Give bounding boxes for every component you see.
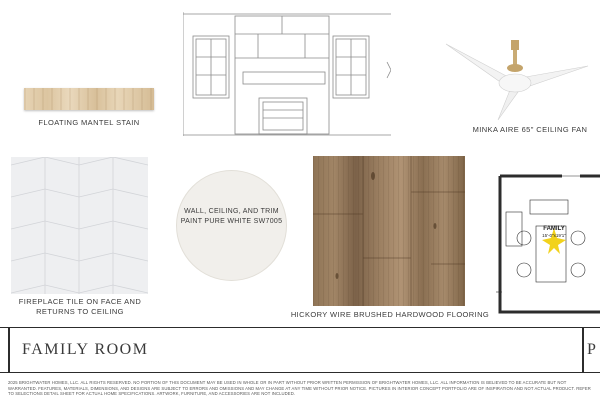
mantel-caption: FLOATING MANTEL STAIN xyxy=(38,118,140,127)
floorplan-room-label: FAMILY xyxy=(543,226,565,232)
page-title: FAMILY ROOM xyxy=(22,341,149,358)
mantel-stain-swatch xyxy=(24,88,154,110)
floorplan-room-dimensions: 15'-0"x19'1" xyxy=(542,233,566,238)
family-room-floor-plan xyxy=(496,172,600,316)
fireplace-tile-swatch xyxy=(11,157,148,294)
next-page-title-fragment: P xyxy=(587,341,596,358)
hardwood-flooring-swatch xyxy=(313,156,465,306)
tile-caption: FIREPLACE TILE ON FACE AND RETURNS TO CEILING xyxy=(18,297,142,316)
legal-disclaimer: 2025 BRIGHTWATER HOMES, LLC. ALL RIGHTS RESERVED. NO PORTION OF THIS DOCUMENT MAY BE USED IN WHOLE OR IN PART WITHOUT PRIOR WRITTEN PERMISSION OF BRIGHTWATER HOMES, LLC. ALL INFORMATION IS BELIEVED TO BE ACCURATE BUT NOT WARRANTED. FEATURES, MATERIALS, DIMENSIONS, AND DESIGNS ARE SUBJECT TO ERRORS AND OMISSIONS AND MAY CHANGE AT ANY TIME WITHOUT PRIOR NOTICE. PICTURES IN INTERIOR CONCEPT PORTFOLIO ARE OF INSPIRATION AND NOT ACTUAL PRODUCT. REFER TO SELECTIONS DETAIL SHEET FOR ACTUAL HOME SPECIFICATIONS. ARTWORK, FURNITURE, AND ACCESSORIES ARE NOT INCLUDED. xyxy=(8,380,591,397)
paint-caption: WALL, CEILING, AND TRIM PAINT PURE WHITE SW7005 xyxy=(180,208,283,225)
fireplace-elevation-drawing xyxy=(183,12,391,136)
flooring-caption: HICKORY WIRE BRUSHED HARDWOOD FLOORING xyxy=(290,310,490,319)
ceiling-fan-image xyxy=(440,36,590,124)
fan-caption: MINKA AIRE 65" CEILING FAN xyxy=(472,125,588,134)
